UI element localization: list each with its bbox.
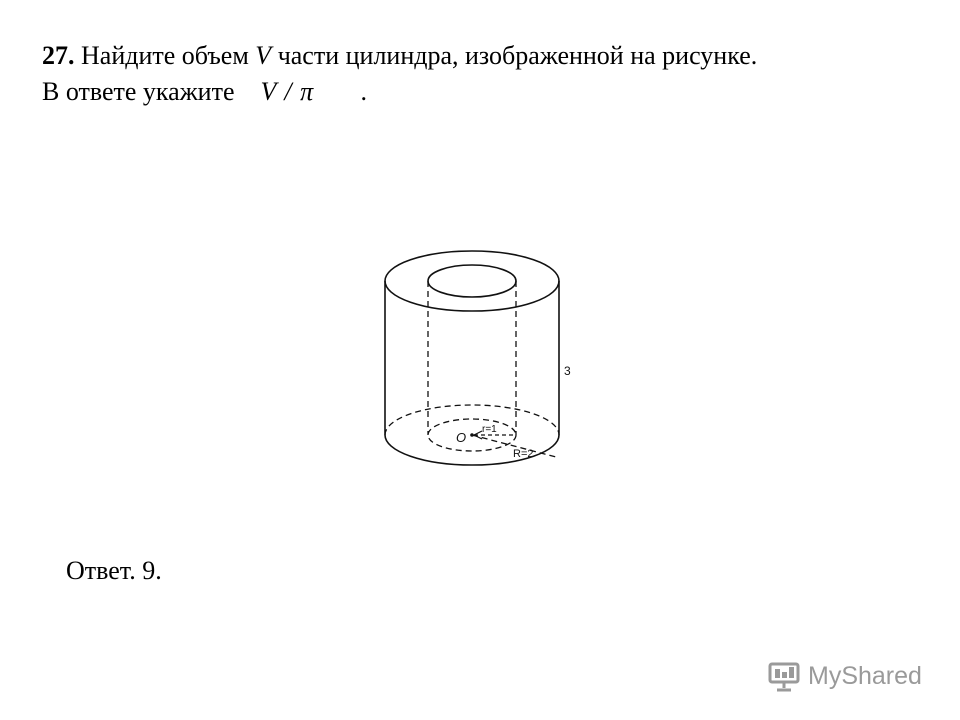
problem-line2-text: В ответе укажите: [42, 77, 235, 106]
answer-formula: V / π: [260, 77, 315, 106]
inner-radius-label: r=1: [482, 424, 497, 435]
problem-text-post: части цилиндра, изображенной на рисунке.: [271, 41, 758, 70]
problem-text-pre: Найдите объем: [74, 41, 256, 70]
cylinder-figure: [370, 235, 590, 485]
watermark-text: MyShared: [808, 661, 922, 690]
problem-number: 27.: [42, 41, 75, 70]
presentation-icon: [766, 658, 802, 694]
problem-line2-period: .: [360, 77, 367, 106]
outer-bottom-back-arc: [385, 405, 559, 435]
watermark: [766, 656, 922, 696]
answer-text: Ответ. 9.: [66, 556, 162, 585]
center-label: O: [456, 430, 467, 445]
center-point: [470, 433, 474, 437]
inner-top-ellipse: [428, 265, 516, 297]
outer-radius-label: R=2: [513, 448, 534, 460]
problem-line-2: [42, 74, 942, 110]
problem-line-1: [42, 38, 942, 74]
variable-v: V: [255, 41, 272, 70]
problem-statement: [42, 38, 942, 110]
height-label: 3: [564, 364, 571, 378]
outer-top-ellipse: [385, 251, 559, 311]
